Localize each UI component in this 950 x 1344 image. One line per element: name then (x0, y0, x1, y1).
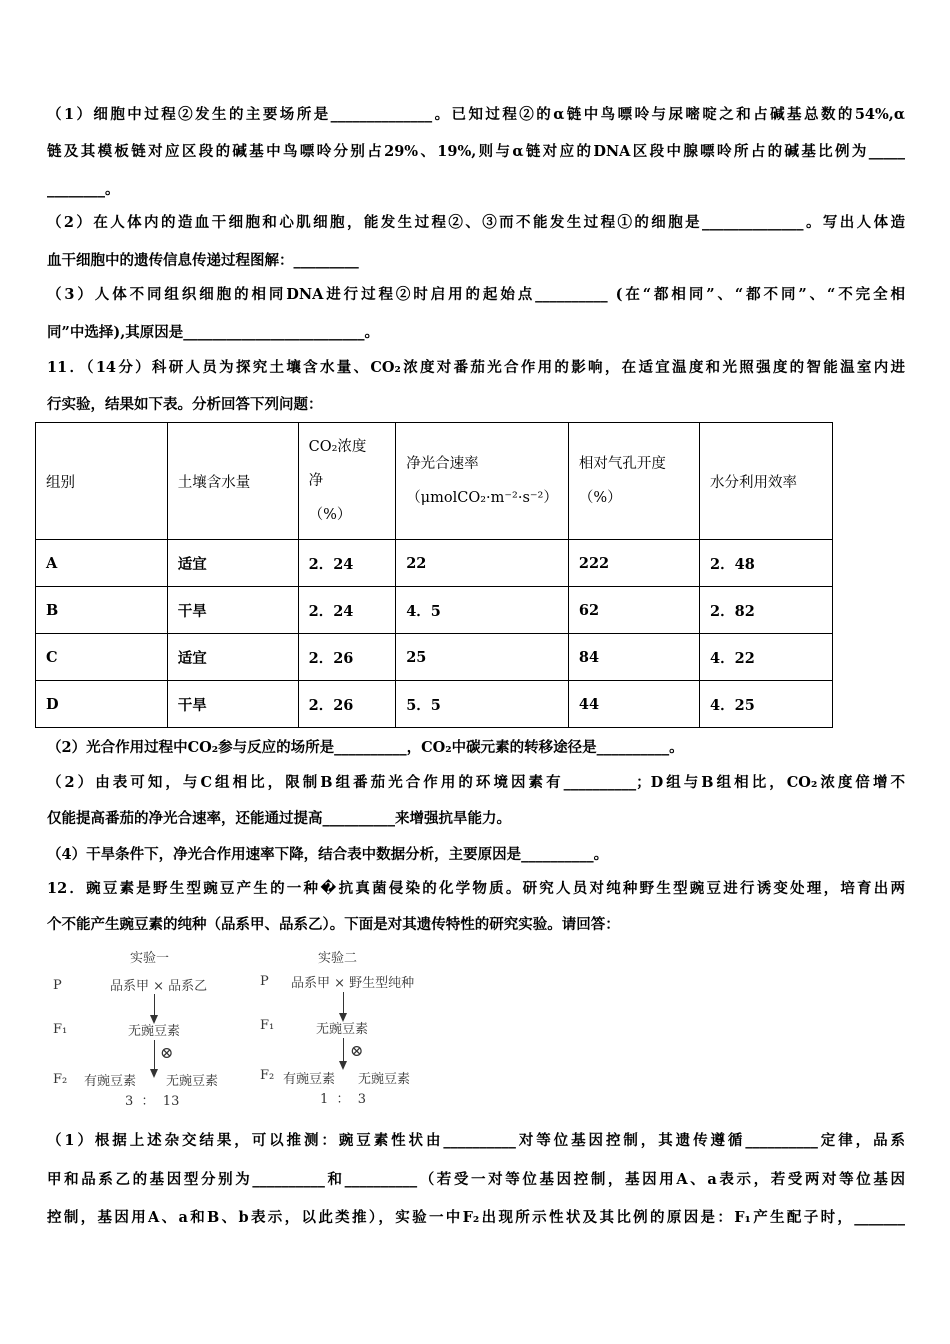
table-cell: 4．25 (700, 681, 833, 728)
table-row (36, 634, 833, 681)
q11-q2b-line1: （2）由表可知，与C组相比，限制B组番茄光合作用的环境因素有__________；D组与B组相比，CO₂浓度倍增不 (47, 774, 905, 791)
table-cell: 干旱 (167, 681, 298, 728)
table-cell: 222 (568, 540, 699, 587)
exp2-ratio: 1 ： 3 (320, 1092, 367, 1107)
header-group: 组别 (36, 423, 168, 540)
table-cell: 2．24 (298, 587, 396, 634)
exp1-arrow-2 (154, 1040, 155, 1076)
q10-part2-line2: 血干细胞中的遗传信息传递过程图解：_________ (47, 252, 359, 269)
q10-part3-line1: （3）人体不同组织细胞的相同DNA进行过程②时启用的起始点__________ (在“都相同”、“都不同”、“不完全相 (47, 286, 905, 303)
table-cell: 4．22 (700, 634, 833, 681)
q10-part1-line3: ________。 (47, 181, 120, 198)
table-header-row (36, 423, 833, 540)
table-cell: 84 (568, 634, 699, 681)
q12-q1-line3: 控制，基因用A、a和B、b表示，以此类推），实验一中F₂出现所示性状及其比例的原因是：F₁产生配子时，_______ (47, 1209, 905, 1226)
header-stoma: 相对气孔开度 （%） (568, 423, 699, 540)
exp2-p-label: P (260, 974, 269, 989)
exp2-cross: 品系甲 × 野生型纯种 (291, 976, 415, 991)
exp2-f1: 无豌豆素 (316, 1022, 369, 1037)
q10-part1-line2: 链及其模板链对应区段的碱基中鸟嘌呤分别占29%、19%,则与α链对应的DNA区段中腺嘌呤所占的碱基比例为_____ (47, 143, 905, 160)
exp1-f2-label: F₂ (53, 1072, 68, 1087)
table-cell: B (36, 587, 168, 634)
table-cell: 适宜 (167, 634, 298, 681)
exp1-f1-label: F₁ (53, 1022, 68, 1037)
table-cell: 2．82 (700, 587, 833, 634)
exp2-f1-label: F₁ (260, 1018, 275, 1033)
experiment-table (35, 422, 833, 728)
q10-part3-line2: 同”中选择),其原因是_________________________。 (47, 324, 379, 341)
self-cross-icon: ⊗ (160, 1043, 174, 1062)
exp1-title: 实验一 (130, 951, 170, 966)
exp1-ratio: 3 ： 13 (125, 1094, 180, 1109)
table-row (36, 540, 833, 587)
table-cell: 2．26 (298, 681, 396, 728)
table-cell: 2．48 (700, 540, 833, 587)
table-cell: 干旱 (167, 587, 298, 634)
header-soil: 土壤含水量 (167, 423, 298, 540)
q10-part2-line1: （2）在人体内的造血干细胞和心肌细胞，能发生过程②、③而不能发生过程①的细胞是______________。写出人体造 (47, 214, 905, 231)
table-cell: A (36, 540, 168, 587)
table-cell: 2．26 (298, 634, 396, 681)
q12-q1-line1: （1）根据上述杂交结果，可以推测：豌豆素性状由__________对等位基因控制，其遗传遵循__________定律，品系 (47, 1132, 905, 1149)
table-cell: 62 (568, 587, 699, 634)
exp2-arrow-2 (343, 1038, 344, 1068)
header-rate: 净光合速率 （μmolCO₂·m⁻²·s⁻²） (396, 423, 569, 540)
table-cell: 44 (568, 681, 699, 728)
q11-intro-line1: 11．（14分）科研人员为探究土壤含水量、CO₂浓度对番茄光合作用的影响，在适宜温度和光照强度的智能温室内进 (47, 359, 905, 376)
q11-q2b-line2: 仅能提高番茄的净光合速率，还能通过提高__________来增强抗旱能力。 (47, 810, 511, 827)
q12-intro-line1: 12．豌豆素是野生型豌豆产生的一种�抗真菌侵染的化学物质。研究人员对纯种野生型豌豆进行诱变处理，培育出两 (47, 880, 905, 897)
exp2-title: 实验二 (318, 951, 358, 966)
exp1-p-label: P (53, 978, 62, 993)
exp2-f2b: 无豌豆素 (358, 1072, 411, 1087)
exp1-arrow-1 (154, 994, 155, 1022)
q11-intro-line2: 行实验，结果如下表。分析回答下列问题： (47, 396, 323, 413)
cross-diagram (40, 942, 440, 1107)
q11-q2a: （2）光合作用过程中CO₂参与反应的场所是__________，CO₂中碳元素的转移途径是__________。 (47, 739, 684, 756)
header-co2: CO₂浓度 净 （%） (298, 423, 396, 540)
table-cell: 25 (396, 634, 569, 681)
exp2-f2-label: F₂ (260, 1068, 275, 1083)
exp1-f1: 无豌豆素 (128, 1024, 181, 1039)
header-water: 水分利用效率 (700, 423, 833, 540)
exp2-arrow-1 (343, 992, 344, 1020)
q10-part1-line1: （1）细胞中过程②发生的主要场所是______________。已知过程②的α链中鸟嘌呤与尿嘧啶之和占碱基总数的54%,α (47, 106, 905, 123)
table-cell: D (36, 681, 168, 728)
table-cell: C (36, 634, 168, 681)
q11-q4: （4）干旱条件下，净光合作用速率下降，结合表中数据分析，主要原因是__________。 (47, 846, 609, 863)
exp1-f2a: 有豌豆素 (84, 1074, 137, 1089)
table-cell: 2．24 (298, 540, 396, 587)
table-cell: 适宜 (167, 540, 298, 587)
exp1-f2b: 无豌豆素 (166, 1074, 219, 1089)
table-cell: 5．5 (396, 681, 569, 728)
q12-q1-line2: 甲和品系乙的基因型分别为__________和__________（若受一对等位基因控制，基因用A、a表示，若受两对等位基因 (47, 1171, 905, 1188)
self-cross-icon: ⊗ (350, 1041, 364, 1060)
table-row (36, 587, 833, 634)
exp2-f2a: 有豌豆素 (283, 1072, 336, 1087)
table-row (36, 681, 833, 728)
table-cell: 4．5 (396, 587, 569, 634)
table-cell: 22 (396, 540, 569, 587)
q12-intro-line2: 个不能产生豌豆素的纯种（品系甲、品系乙）。下面是对其遗传特性的研究实验。请回答： (47, 916, 620, 933)
exp1-cross: 品系甲 × 品系乙 (110, 979, 208, 994)
